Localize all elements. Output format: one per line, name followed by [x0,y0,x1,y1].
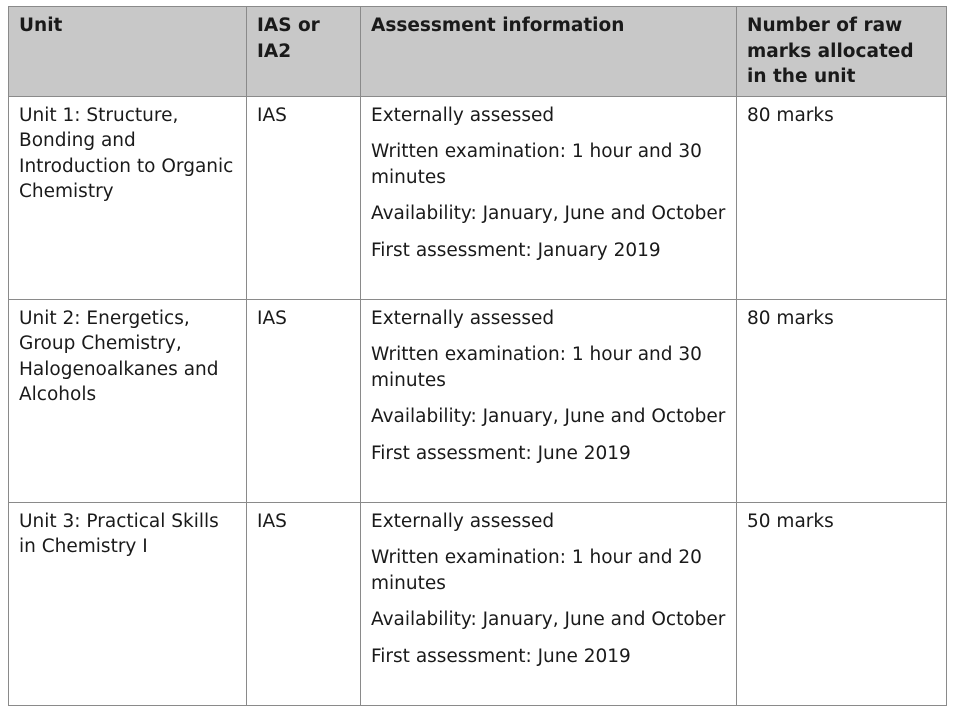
assessment-type: Externally assessed [371,104,555,126]
assessment-info-cell [361,96,737,299]
exam-duration: Written examination: 1 hour and 30 minutes [371,344,702,391]
table-row [9,502,947,705]
unit-name-cell: Unit 3: Practical Skills in Chemistry I [9,502,247,705]
marks-cell: 50 marks [737,502,947,705]
assessment-info-cell [361,502,737,705]
availability: Availability: January, June and October [371,406,726,427]
assessment-type: Externally assessed [371,510,555,532]
table-header-row [9,7,947,97]
level-cell: IAS [247,96,361,299]
header-marks: Number of raw marks allocated in the unit [737,7,947,97]
assessment-info-cell [361,299,737,502]
table-row [9,96,947,299]
availability: Availability: January, June and October [371,609,726,630]
header-assessment: Assessment information [361,7,737,97]
unit-name-cell: Unit 2: Energetics, Group Chemistry, Halogenoalkanes and Alcohols [9,299,247,502]
assessment-type: Externally assessed [371,307,555,329]
header-unit: Unit [9,7,247,97]
first-assessment: First assessment: January 2019 [371,239,661,261]
exam-duration: Written examination: 1 hour and 20 minutes [371,547,702,594]
marks-cell: 80 marks [737,299,947,502]
first-assessment: First assessment: June 2019 [371,645,631,667]
header-level: IAS or IA2 [247,7,361,97]
level-cell: IAS [247,502,361,705]
level-cell: IAS [247,299,361,502]
unit-name-cell: Unit 1: Structure, Bonding and Introduction to Organic Chemistry [9,96,247,299]
assessment-table [8,6,947,706]
marks-cell: 80 marks [737,96,947,299]
first-assessment: First assessment: June 2019 [371,442,631,464]
table-row [9,299,947,502]
availability: Availability: January, June and October [371,203,726,224]
exam-duration: Written examination: 1 hour and 30 minutes [371,141,702,188]
assessment-table-container [8,6,946,706]
